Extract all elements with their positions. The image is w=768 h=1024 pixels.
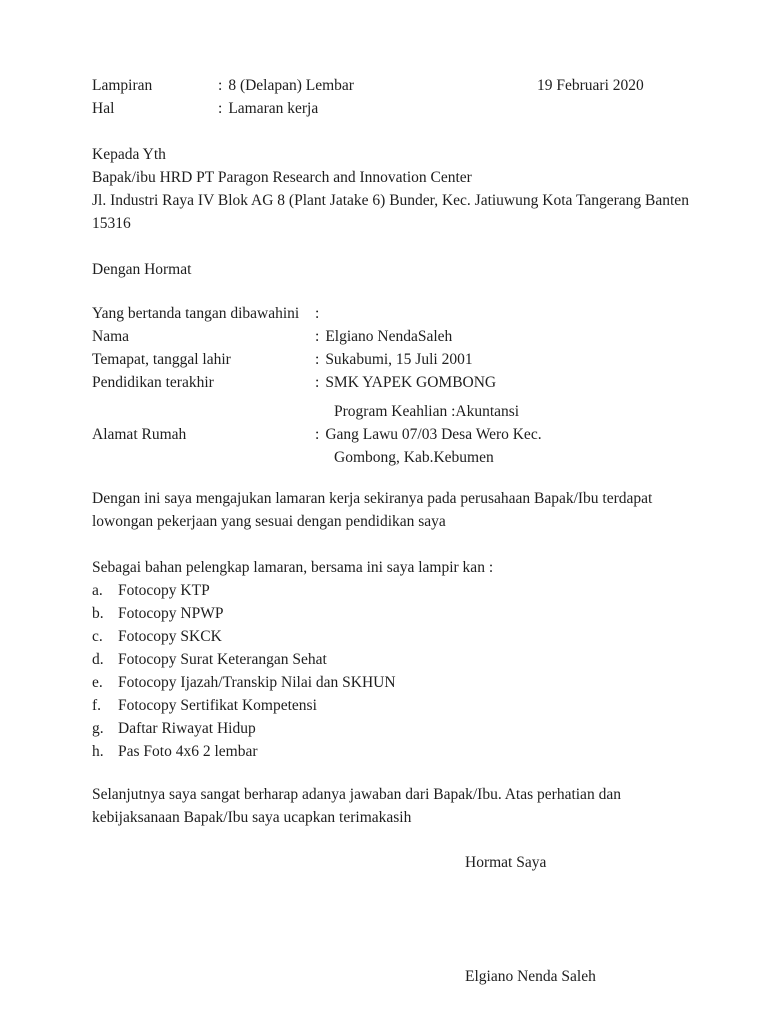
attachment-item-ktp: [92, 579, 396, 602]
recipient-address: [92, 189, 689, 235]
alamat-value: Gang Lawu 07/03 Desa Wero Kec.: [325, 426, 542, 443]
applicant-intro-separator: :: [315, 305, 320, 322]
ttl-label: Temapat, tanggal lahir: [92, 351, 231, 368]
alamat-label: Alamat Rumah: [92, 426, 187, 443]
attachment-text-surat-sehat: Fotocopy Surat Keterangan Sehat: [118, 651, 327, 668]
hal-value: Lamaran kerja: [228, 100, 319, 117]
attachment-item-skck: [92, 625, 396, 648]
attachment-text-ijazah: Fotocopy Ijazah/Transkip Nilai dan SKHUN: [118, 674, 396, 691]
attachment-letter-d: d.: [92, 651, 104, 668]
attachment-item-surat-sehat: [92, 648, 396, 671]
recipient-salutation: Kepada Yth: [92, 146, 166, 163]
applicant-intro-row: [92, 302, 542, 325]
signature-salutation: Hormat Saya: [465, 854, 547, 871]
hal-label: Hal: [92, 100, 115, 117]
opening-paragraph-line-1: Dengan ini saya mengajukan lamaran kerja sekiranya pada perusahaan Bapak/Ibu terdapat: [92, 490, 653, 507]
nama-label: Nama: [92, 328, 130, 345]
attachment-letter-h: h.: [92, 743, 104, 760]
attachment-item-ijazah: [92, 671, 396, 694]
alamat-value-line-2: Gombong, Kab.Kebumen: [334, 449, 494, 466]
pendidikan-label: Pendidikan terakhir: [92, 374, 214, 391]
attachment-text-ktp: Fotocopy KTP: [118, 582, 210, 599]
recipient-address-line-1: Jl. Industri Raya IV Blok AG 8 (Plant Jatake 6) Bunder, Kec. Jatiuwung Kota Tangerang Banten: [92, 192, 689, 209]
hal-separator: :: [218, 100, 223, 117]
letter-date: 19 Februari 2020: [537, 77, 644, 94]
applicant-row-program-keahlian: [92, 400, 542, 423]
applicant-row-nama: [92, 325, 542, 348]
applicant-row-pendidikan: [92, 371, 542, 394]
hal-row: [92, 97, 318, 120]
attachment-item-pas-foto: [92, 740, 396, 763]
attachment-text-npwp: Fotocopy NPWP: [118, 605, 224, 622]
lampiran-value: 8 (Delapan) Lembar: [228, 77, 354, 94]
applicant-row-alamat: [92, 423, 542, 446]
attachment-letter-a: a.: [92, 582, 103, 599]
lampiran-separator: :: [218, 77, 223, 94]
attachment-item-sertifikat: [92, 694, 396, 717]
applicant-intro-label: Yang bertanda tangan dibawahini: [92, 305, 300, 322]
ttl-separator: :: [315, 351, 320, 368]
program-keahlian-value: Program Keahlian :Akuntansi: [334, 403, 520, 420]
closing-paragraph: [92, 783, 621, 829]
applicant-row-ttl: [92, 348, 542, 371]
pendidikan-value: SMK YAPEK GOMBONG: [325, 374, 497, 391]
attachment-item-riwayat-hidup: [92, 717, 396, 740]
attachment-letter-b: b.: [92, 605, 104, 622]
nama-separator: :: [315, 328, 320, 345]
attachment-letter-g: g.: [92, 720, 104, 737]
closing-paragraph-line-2: kebijaksanaan Bapak/Ibu saya ucapkan terimakasih: [92, 809, 412, 826]
lampiran-label: Lampiran: [92, 77, 153, 94]
greeting: Dengan Hormat: [92, 261, 192, 278]
ttl-value: Sukabumi, 15 Juli 2001: [325, 351, 473, 368]
attachment-letter-f: f.: [92, 697, 102, 714]
attachment-item-npwp: [92, 602, 396, 625]
attachment-text-skck: Fotocopy SKCK: [118, 628, 222, 645]
attachment-letter-c: c.: [92, 628, 103, 645]
lampiran-row: [92, 74, 354, 97]
opening-paragraph-line-2: lowongan pekerjaan yang sesuai dengan pendidikan saya: [92, 513, 446, 530]
pendidikan-separator: :: [315, 374, 320, 391]
closing-paragraph-line-1: Selanjutnya saya sangat berharap adanya jawaban dari Bapak/Ibu. Atas perhatian dan: [92, 786, 621, 803]
attachment-text-pas-foto: Pas Foto 4x6 2 lembar: [118, 743, 258, 760]
attachments-intro: Sebagai bahan pelengkap lamaran, bersama ini saya lampir kan :: [92, 559, 494, 576]
alamat-separator: :: [315, 426, 320, 443]
opening-paragraph: [92, 487, 652, 533]
attachment-letter-e: e.: [92, 674, 103, 691]
recipient-address-line-2: 15316: [92, 215, 131, 232]
applicant-row-alamat-cont: [92, 446, 542, 469]
nama-value: Elgiano NendaSaleh: [325, 328, 453, 345]
recipient-company: Bapak/ibu HRD PT Paragon Research and Innovation Center: [92, 169, 472, 186]
attachment-text-sertifikat: Fotocopy Sertifikat Kompetensi: [118, 697, 317, 714]
attachment-text-riwayat-hidup: Daftar Riwayat Hidup: [118, 720, 256, 737]
applicant-data-block: [92, 302, 542, 469]
attachments-list: [92, 579, 396, 763]
signature-name: Elgiano Nenda Saleh: [465, 968, 596, 985]
